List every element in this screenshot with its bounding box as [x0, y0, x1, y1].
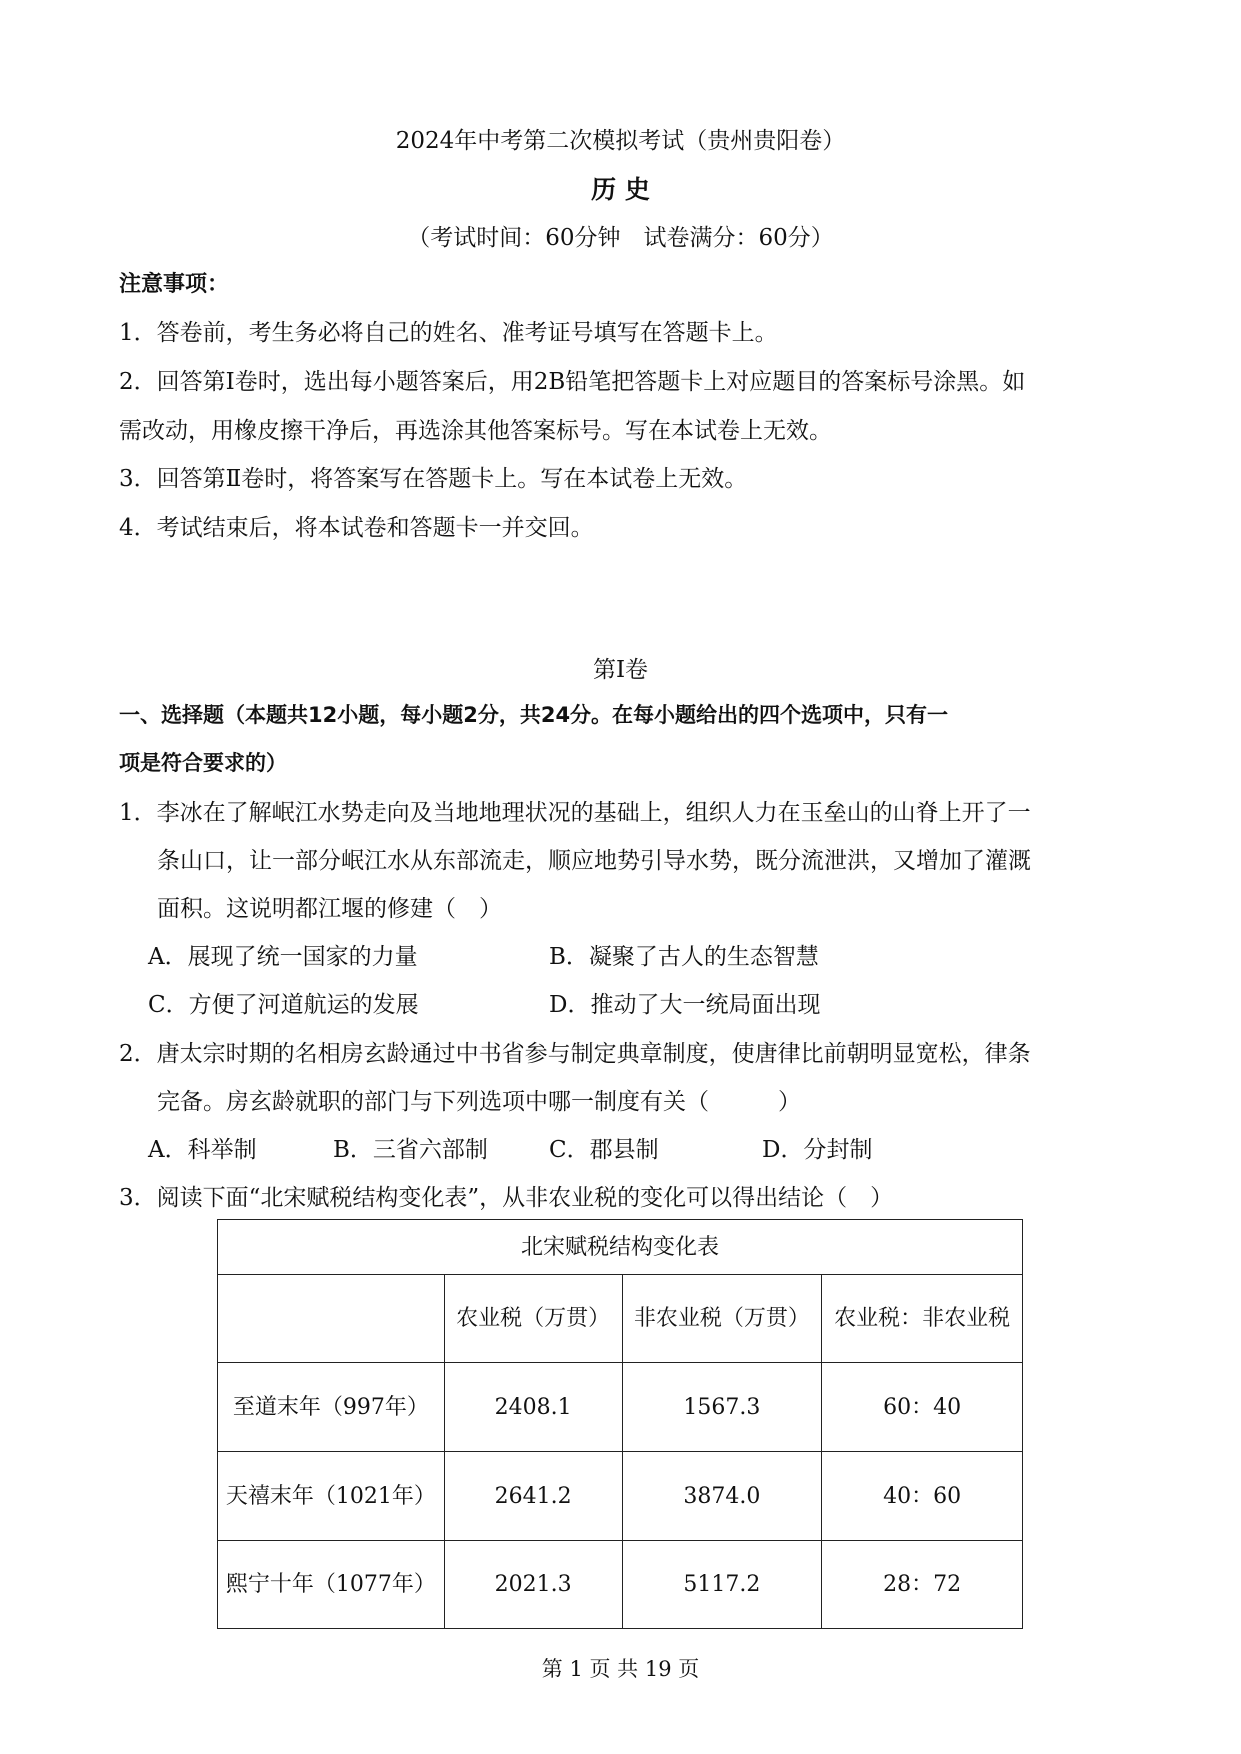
q2-option-b: B．三省六部制 — [333, 1137, 488, 1163]
table-cell-nonagri: 5117.2 — [622, 1541, 822, 1629]
notice-item-1: 1．答卷前，考生务必将自己的姓名、准考证号填写在答题卡上。 — [119, 320, 778, 346]
table-cell-agri: 2641.2 — [444, 1452, 622, 1541]
q1-option-a: A．展现了统一国家的力量 — [148, 944, 418, 970]
table-header-ratio: 农业税：非农业税 — [822, 1275, 1023, 1363]
q1-option-c: C．方便了河道航运的发展 — [148, 992, 419, 1018]
table-cell-nonagri: 1567.3 — [622, 1363, 822, 1452]
table-cell-nonagri: 3874.0 — [622, 1452, 822, 1541]
table-cell-ratio: 40：60 — [822, 1452, 1023, 1541]
tax-structure-table — [217, 1219, 1023, 1629]
table-cell-period: 至道末年（997年） — [218, 1363, 445, 1452]
table-header-blank — [218, 1275, 445, 1363]
table-cell-period: 天禧末年（1021年） — [218, 1452, 445, 1541]
q1-option-b: B．凝聚了古人的生态智慧 — [549, 944, 819, 970]
table-header-agri-tax: 农业税（万贯） — [444, 1275, 622, 1363]
q1-line-3: 面积。这说明都江堰的修建（ ） — [157, 896, 502, 922]
exam-title: 2024年中考第二次模拟考试（贵州贵阳卷） — [395, 128, 846, 154]
q2-line-2: 完备。房玄龄就职的部门与下列选项中哪一制度有关（ ） — [157, 1089, 801, 1115]
q1-line-2: 条山口，让一部分岷江水从东部流走，顺应地势引导水势，既分流泄洪，又增加了灌溉 — [157, 848, 1031, 874]
table-cell-agri: 2408.1 — [444, 1363, 622, 1452]
table-cell-ratio: 60：40 — [822, 1363, 1023, 1452]
q2-option-a: A．科举制 — [148, 1137, 257, 1163]
q3-stem: 3．阅读下面“北宋赋税结构变化表”，从非农业税的变化可以得出结论（ ） — [119, 1185, 894, 1211]
q1-line-1: 1．李冰在了解岷江水势走向及当地地理状况的基础上，组织人力在玉垒山的山脊上开了一 — [119, 800, 1031, 826]
notice-item-4: 4．考试结束后，将本试卷和答题卡一并交回。 — [119, 515, 594, 541]
notice-item-2-cont: 需改动，用橡皮擦干净后，再选涂其他答案标号。写在本试卷上无效。 — [119, 418, 832, 444]
notice-item-2: 2．回答第Ⅰ卷时，选出每小题答案后，用2B铅笔把答题卡上对应题目的答案标号涂黑。如 — [119, 369, 1026, 395]
q2-option-c: C．郡县制 — [549, 1137, 659, 1163]
table-row — [218, 1452, 1023, 1541]
q2-line-1: 2．唐太宗时期的名相房玄龄通过中书省参与制定典章制度，使唐律比前朝明显宽松，律条 — [119, 1041, 1031, 1067]
page-footer: 第 1 页 共 19 页 — [541, 1657, 700, 1681]
section-heading-line1: 一、选择题（本题共12小题，每小题2分，共24分。在每小题给出的四个选项中，只有一 — [119, 703, 949, 727]
table-caption: 北宋赋税结构变化表 — [218, 1220, 1023, 1275]
table-header-nonagri-tax: 非农业税（万贯） — [622, 1275, 822, 1363]
section-title: 第Ⅰ卷 — [592, 657, 649, 683]
table-header-row — [218, 1275, 1023, 1363]
subject-title: 历 史 — [591, 175, 650, 204]
table-row — [218, 1363, 1023, 1452]
q2-option-d: D．分封制 — [762, 1137, 873, 1163]
section-heading-line2: 项是符合要求的） — [119, 751, 287, 775]
table-row — [218, 1541, 1023, 1629]
table-cell-ratio: 28：72 — [822, 1541, 1023, 1629]
table-cell-period: 熙宁十年（1077年） — [218, 1541, 445, 1629]
table-cell-agri: 2021.3 — [444, 1541, 622, 1629]
q1-option-d: D．推动了大一统局面出现 — [549, 992, 821, 1018]
exam-info: （考试时间：60分钟 试卷满分：60分） — [407, 225, 834, 251]
notice-item-3: 3．回答第Ⅱ卷时，将答案写在答题卡上。写在本试卷上无效。 — [119, 466, 748, 492]
notice-heading: 注意事项： — [119, 272, 230, 297]
